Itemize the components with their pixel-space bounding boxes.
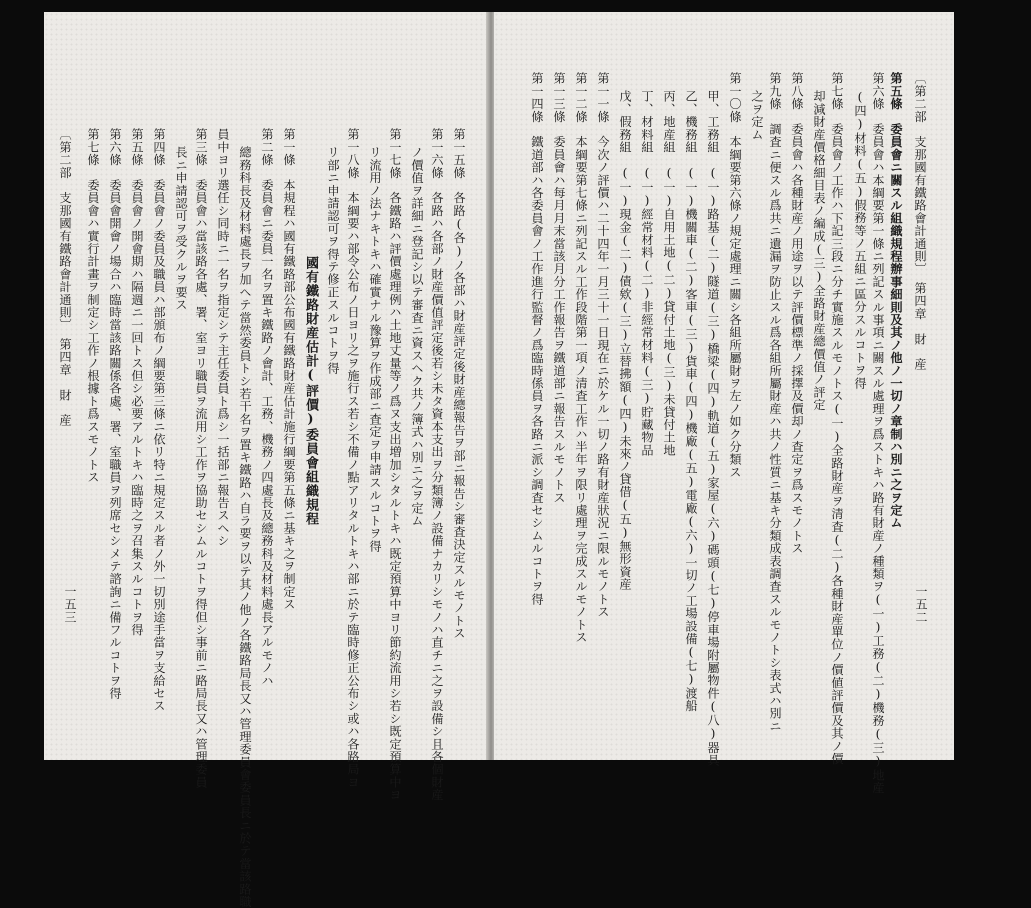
text-column: 〔第二部 支那國有鐵路會計通則〕 第四章 財 産 xyxy=(913,72,927,371)
text-column: 第一七條 各鐵路ハ評價處理例ハ土地丈量等ノ爲ヌ支出増加シタルトキハ既定預算中ヨリ節約流用シ若シ既定預算中ヨ xyxy=(388,128,402,802)
text-column: 第九條 調査ニ便スル爲共ニ遺漏ヲ防止スル爲各組所屬財産ハ共ノ性質ニ基キ分類成表調査スルモノトシ表式ハ別ニ xyxy=(768,72,782,733)
text-column: 第五條 委員會ニ關スル組織規程辦事細則及其ノ他ノ一切ノ章制ハ別ニ之ヲ定ム xyxy=(889,72,903,530)
text-column: 第二條 委員會ニ委員一名ヲ置キ鐵路ノ會計、工務、機務ノ四處長及總務科及材料處長アルモノハ xyxy=(260,128,274,687)
text-column: 第一六條 各路ハ各部ノ財産價值評定後若シ未タ資本支出ヲ分類簿ノ設備ナカリシモノハ直チニ之ヲ設備シ且各個財産 xyxy=(430,128,444,802)
right-page xyxy=(494,12,954,794)
text-column: 第一〇條 本綱要第六條ノ規定處理ニ關シ各組所屬財ヲ左ノ如ク分類ス xyxy=(728,72,742,479)
text-column: リ部ニ申請認可ヲ得テ修正スルコトヲ得 xyxy=(326,146,340,375)
text-column: ノ價值ヲ詳細ニ登記シ以テ審査ニ資スヘク共ノ簿式ハ別ニ之ヲ定ム xyxy=(410,146,424,527)
text-column: 〔第二部 支那國有鐵路會計通則〕 第四章 財 産 xyxy=(58,128,72,427)
text-column: 第七條 委員會ノ工作ハ下記三段ニ分チ實施スルモノトス(一)全路財産ヲ清査(二)各種財産單位ノ價値評價及其ノ價 xyxy=(830,72,844,765)
text-column: 第一一條 今次ノ評價ハ二十四年一月三十一日現在ニ於ケル一切ノ路有財産狀況ニ限ルモノトス xyxy=(596,72,610,619)
page-number: 一五三 xyxy=(63,585,77,624)
text-column: 第一條 本規程ハ國有鐵路部公布國有鐵路財産估計施行綱要第五條ニ基キ之ヲ制定ス xyxy=(282,128,296,611)
text-column: 第八條 委員會ハ各種財産ノ用途ヲ以テ評價標準ノ採擇及價却ノ査定ヲ爲スモノトス xyxy=(790,72,804,555)
text-column: 第五條 委員會ノ開會期ハ隔週ニ一回トス但シ必要アルトキハ臨時之ヲ召集スルコトヲ得 xyxy=(130,128,144,636)
page-number: 一五二 xyxy=(914,585,928,624)
text-column: 丙、地産組 (一)自用土地(二)貸付土地(三)未貸付土地 xyxy=(662,90,676,457)
text-column: リ流用ノ法ナキトキハ確實ナル豫算ヲ作成部ニ査定ヲ申請スルコトヲ得 xyxy=(368,146,382,553)
text-column: 戊、假務組 (一)現金(二)債欸(三)立替拂額(四)未來ノ貸借(五)無形資産 xyxy=(618,90,632,591)
text-column: 乙、機務組 (一)機關車(二)客車(三)貨車(四)機廠(五)電廠(六)一切ノ工場設備(七)渡船 xyxy=(684,90,698,713)
section-title: 國有鐵路財産估計(評價)委員會組織規程 xyxy=(303,256,318,526)
text-column: 第一四條 鐵道部ハ各委員會ノ工作進行監督ノ爲臨時係員ヲ各路ニ派シ調査セシムルコトヲ得 xyxy=(530,72,544,606)
text-column: 之ヲ定ム xyxy=(750,90,764,141)
text-column: 員中ヨリ選任シ同時ニ一名ヲ指定シテ主任委員ト爲シ一括部ニ報告スヘシ xyxy=(216,128,230,548)
text-column: 長ニ申請認可ヲ受クルヲ要ス xyxy=(174,146,188,312)
text-column: 第一二條 本綱要第七條ニ列記スル工作段階第一項ノ清査工作ハ半年ヲ限リ處理ヲ完成スルモノトス xyxy=(574,72,588,644)
text-column: 第七條 委員會ハ實行計畫ヲ制定シ工作ノ根據ト爲スモノトス xyxy=(86,128,100,484)
text-column: 第四條 委員會ノ委員及職員ハ部頒布ノ綱要第三條ニ依リ特ニ規定スル者ノ外一切別途手當ヲ支給セス xyxy=(152,128,166,713)
text-column: 第一五條 各路(各)ノ各部ハ財産評定後財産總報告ヲ部ニ報告シ審査決定スルモノトス xyxy=(452,128,466,640)
text-column: 丁、材料組 (一)經常材料(二)非經常材料(三)貯藏物品 xyxy=(640,90,654,457)
left-page xyxy=(44,12,488,908)
text-column: 第一八條 本綱要ハ部令公布ノ日ヨリ之ヲ施行ス若シ不備ノ點アリタルトキハ部ニ於テ臨時修正公布シ或ハ各路局ヨ xyxy=(346,128,360,789)
text-column: 甲、工務組 (一)路基(二)隧道(三)橋梁(四)軌道(五)家屋(六)碼頭(七)停車場附屬物件(八)器具 xyxy=(706,90,720,767)
text-column: 第六條 委員會開會ノ場合ハ臨時當該路關係各處、署、室職員ヲ列席セシメテ諮詢ニ備フルコトヲ得 xyxy=(108,128,122,700)
text-column: 第六條 委員會ハ本綱要第一條ニ列記スル事項ニ關スル處理ヲ爲ストキハ路有財産ノ種類ヲ(一)工務(二)機務(三)地産 xyxy=(871,72,885,794)
text-column: 總務科長及材料處長ヲ加ヘテ當然委員トシ若干名ヲ置キ鐵路ハ自ラ要ヲ以テ其ノ他ノ各鐵路局長又ハ管理委員會委員長ニ於テ當該路職 xyxy=(238,146,252,908)
text-column: 第一三條 委員會ハ每月月末當該月分工作報告ヲ鐵道部ニ報告スルモノトス xyxy=(552,72,566,504)
text-column: 第三條 委員會ハ當該路各處、署、室ヨリ職員ヲ流用シ工作ヲ協助セシムルコトヲ得但シ事前ニ路局長又ハ管理委員 xyxy=(194,128,208,789)
text-column: (四)材料(五)假務等ノ五組ニ區分スルコトヲ得 xyxy=(853,90,867,390)
text-column: 却減財産價格細目表ノ編成(三)全路財産總價值ノ評定 xyxy=(812,90,826,412)
